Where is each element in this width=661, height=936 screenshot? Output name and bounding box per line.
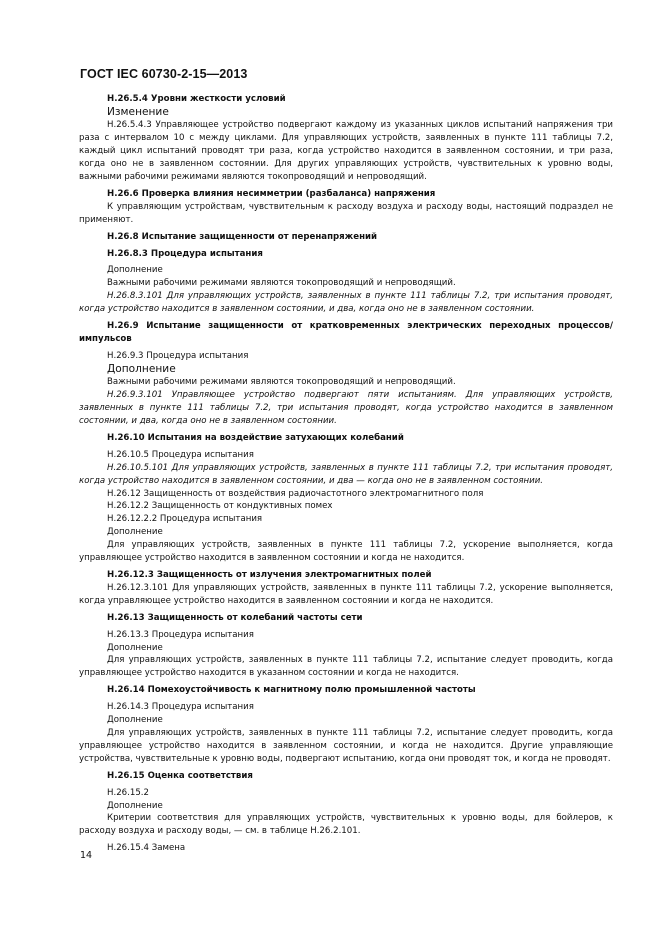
paragraph: Н.26.8.3.101 Для управляющих устройств, заявленных в пункте 111 таблицы 7.2, три испытания проводят, когда устройство находится в заявленном состоянии, и два, когда оно не в заявленном состоянии. [79,291,613,315]
paragraph: Н.26.12.2 Защищенность от кондуктивных помех [107,501,333,512]
section-heading: Н.26.8.3 Процедура испытания [107,248,263,259]
paragraph: Н.26.12 Защищенность от воздействия радиочастотного электромагнитного поля [107,488,484,499]
paragraph: Н.26.10.5 Процедура испытания [107,449,254,460]
section-heading: Н.26.6 Проверка влияния несимметрии (разбаланса) напряжения [107,188,436,199]
paragraph: Н.26.10.5.101 Для управляющих устройств, заявленных в пункте 111 таблицы 7.2, три испытания проводят, когда устройство находится в заявленном состоянии, и два — когда оно не в заявленном состоянии. [79,462,613,486]
paragraph: Дополнение [107,715,163,726]
paragraph: Н.26.12.3.101 Для управляющих устройств, заявленных в пункте 111 таблицы 7.2, ускорение выполняется, когда управляющее устройство находится в заявленном состоянии и когда не находится. [79,582,613,606]
paragraph: Дополнение [107,527,163,538]
section-heading: Н.26.9 Испытание защищенности от кратковременных электрических переходных процессов/импульсов [79,321,613,344]
paragraph: Для управляющих устройств, заявленных в пункте 111 таблицы 7.2, испытание следует проводить, когда управляющее устройство находится в заявленном состоянии, и когда не находится. Другие управляющие устройства, чувствительные к уровню воды, подвергают испытанию, когда они проводят ток, и когда не проводят. [79,727,613,764]
paragraph: Изменение [107,105,169,118]
document-body [79,93,613,855]
paragraph: Для управляющих устройств, заявленных в пункте 111 таблицы 7.2, ускорение выполняется, когда управляющее устройство находится в заявленном состоянии и когда не находится. [79,540,613,564]
section-heading: Н.26.10 Испытания на воздействие затухающих колебаний [107,432,404,443]
document-header: ГОСТ IEC 60730-2-15—2013 [80,67,248,81]
paragraph: Н.26.9.3.101 Управляющее устройство подвергают пяти испытаниям. Для управляющих устройств, заявленных в пункте 111 таблицы 7.2, три испытания проводят, когда устройство находится в заявленном состоянии, и два, когда оно не в заявленном состоянии. [79,390,613,427]
paragraph: Н.26.9.3 Процедура испытания [107,350,249,361]
paragraph: Н.26.5.4.3 Управляющее устройство подвергают каждому из указанных циклов испытаний напряжения три раза с интервалом 10 с между циклами. Для управляющих устройств, заявленных в пункте 111 таблицы 7.2, каждый цикл испытаний проводят три раза, когда устройство находится в заявленном состоянии, и три раза, когда оно не в заявленном состоянии. Для других управляющих устройств, чувствительных к уровню воды, важными рабочими режимами являются токопроводящий и непроводящий. [79,120,613,183]
paragraph: Для управляющих устройств, заявленных в пункте 111 таблицы 7.2, испытание следует проводить, когда управляющее устройство находится в указанном состоянии и когда не находится. [79,655,613,679]
page-number: 14 [80,850,93,861]
section-heading: Н.26.13 Защищенность от колебаний частоты сети [107,612,363,623]
paragraph: Важными рабочими режимами являются токопроводящий и непроводящий. [107,377,456,388]
section-heading: Н.26.14 Помехоустойчивость к магнитному полю промышленной частоты [107,685,476,696]
section-heading: Н.26.12.3 Защищенность от излучения электромагнитных полей [107,570,432,580]
paragraph: Н.26.14.3 Процедура испытания [107,702,254,713]
paragraph: Критерии соответствия для управляющих устройств, чувствительных к уровню воды, для бойлеров, к расходу воздуха и расходу воды, — см. в таблице Н.26.2.101. [79,813,613,837]
paragraph: К управляющим устройствам, чувствительным к расходу воздуха и расходу воды, настоящий подраздел не применяют. [79,201,613,225]
section-heading: Н.26.5.4 Уровни жесткости условий [107,94,286,104]
paragraph: Дополнение [107,265,163,276]
paragraph: Дополнение [107,362,176,375]
section-heading: Н.26.15 Оценка соответствия [107,770,253,781]
paragraph: Н.26.13.3 Процедура испытания [107,629,254,640]
paragraph: Н.26.12.2.2 Процедура испытания [107,514,263,525]
paragraph: Н.26.15.4 Замена [107,843,186,854]
paragraph: Дополнение [107,800,163,811]
paragraph: Дополнение [107,642,163,653]
section-heading: Н.26.8 Испытание защищенности от перенапряжений [107,231,378,242]
paragraph: Н.26.15.2 [107,787,149,798]
paragraph: Важными рабочими режимами являются токопроводящий и непроводящий. [107,278,456,289]
